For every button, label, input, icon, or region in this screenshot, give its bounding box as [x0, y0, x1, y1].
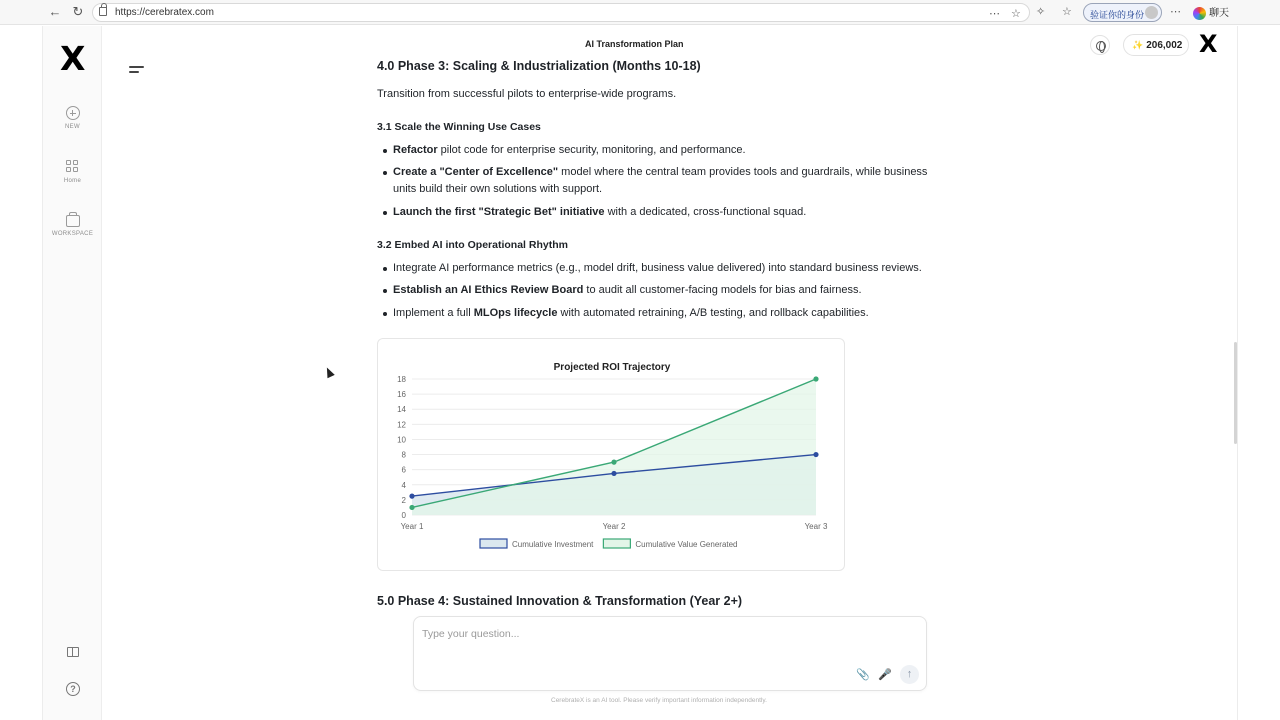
sidebar-item-new[interactable]: [43, 106, 102, 130]
lock-icon: [99, 7, 107, 16]
data-point: [813, 376, 818, 381]
list-item: Implement a full MLOps lifecycle with automated retraining, A/B testing, and rollback capabilities.: [393, 305, 953, 322]
sidebar-item-workspace[interactable]: [43, 212, 102, 237]
section-3-2-heading: 3.2 Embed AI into Operational Rhythm: [377, 239, 568, 251]
chat-label: 聊天: [1209, 8, 1229, 19]
y-tick-label: 16: [397, 390, 406, 400]
sidebar-item-label: NEW: [65, 124, 80, 130]
y-tick-label: 12: [397, 420, 406, 430]
disclaimer-text: CerebrateX is an AI tool. Please verify important information independently.: [551, 697, 767, 704]
data-point: [409, 494, 414, 499]
x-tick-label: Year 2: [602, 522, 626, 531]
roi-chart: [378, 339, 846, 572]
microphone-icon[interactable]: 🎤: [878, 669, 892, 681]
sidebar: [43, 26, 102, 720]
list-item: Launch the first "Strategic Bet" initiative with a dedicated, cross-functional squad.: [393, 204, 953, 221]
data-point: [611, 471, 616, 476]
roi-chart-card: [377, 338, 845, 571]
menu-toggle-icon[interactable]: [129, 66, 144, 76]
back-icon[interactable]: ←: [48, 4, 62, 19]
y-tick-label: 2: [401, 495, 406, 505]
y-tick-label: 18: [397, 375, 406, 384]
send-button[interactable]: ↑: [900, 665, 919, 684]
reload-icon[interactable]: ↻: [72, 4, 84, 19]
left-gutter: [0, 26, 42, 720]
language-button[interactable]: [1090, 35, 1110, 55]
question-input[interactable]: [422, 626, 912, 642]
app-window: [42, 26, 1238, 720]
section-3-1-heading: 3.1 Scale the Winning Use Cases: [377, 121, 541, 133]
cerebratex-logo[interactable]: X: [60, 39, 86, 78]
right-gutter: [1238, 26, 1280, 720]
chart-title: Projected ROI Trajectory: [553, 362, 671, 373]
page-title: AI Transformation Plan: [585, 39, 684, 49]
list-item: Establish an AI Ethics Review Board to audit all customer-facing models for bias and fairness.: [393, 282, 953, 299]
sidebar-item-label: Home: [63, 178, 82, 184]
legend-swatch: [603, 539, 630, 548]
verify-identity-button[interactable]: [1083, 3, 1162, 22]
credits-value: 206,002: [1146, 40, 1183, 51]
legend-label: Cumulative Value Generated: [635, 540, 738, 549]
favorites-icon[interactable]: ☆: [1062, 6, 1072, 18]
more-icon[interactable]: ⋯: [989, 8, 1000, 20]
legend-swatch: [480, 539, 507, 548]
question-composer: [413, 616, 927, 691]
gift-icon[interactable]: [67, 644, 79, 656]
browser-menu-icon[interactable]: ⋯: [1170, 6, 1181, 18]
cerebratex-logo-small[interactable]: X: [1199, 30, 1218, 58]
grid-icon: [65, 159, 80, 174]
url-text: https://cerebratex.com: [115, 7, 214, 18]
list-item: Integrate AI performance metrics (e.g., model drift, business value delivered) into standard business reviews.: [393, 260, 953, 277]
sidebar-item-home[interactable]: [43, 159, 102, 184]
address-bar[interactable]: [92, 3, 1030, 22]
briefcase-icon: [65, 212, 80, 227]
verify-identity-label: 验证你的身份: [1090, 10, 1145, 20]
list-item: Refactor pilot code for enterprise security, monitoring, and performance.: [393, 142, 953, 159]
list-item: Create a "Center of Excellence" model where the central team provides tools and guardrails, while business units build their own solutions with support.: [393, 164, 953, 198]
data-point: [813, 452, 818, 457]
copilot-logo-icon: [1193, 7, 1206, 20]
y-tick-label: 4: [401, 480, 406, 490]
y-tick-label: 10: [397, 435, 406, 445]
scrollbar[interactable]: [1234, 342, 1237, 444]
sparkle-icon: ✨: [1132, 40, 1144, 50]
phase4-heading: 5.0 Phase 4: Sustained Innovation & Transformation (Year 2+): [377, 594, 743, 608]
attach-icon[interactable]: 📎: [856, 669, 870, 681]
extensions-icon[interactable]: ✧: [1036, 6, 1046, 18]
phase3-heading: 4.0 Phase 3: Scaling & Industrialization (Months 10-18): [377, 59, 701, 73]
y-tick-label: 8: [401, 450, 406, 460]
globe-icon: [1096, 41, 1106, 51]
credits-badge[interactable]: [1123, 34, 1189, 56]
help-icon[interactable]: ?: [66, 682, 80, 696]
bookmark-star-icon[interactable]: ☆: [1011, 8, 1021, 20]
x-tick-label: Year 1: [400, 522, 424, 531]
y-tick-label: 6: [401, 465, 406, 475]
copilot-chat-button[interactable]: [1193, 4, 1229, 20]
y-tick-label: 0: [401, 511, 406, 520]
browser-toolbar: [0, 0, 1280, 25]
data-point: [409, 505, 414, 510]
sidebar-item-label: WORKSPACE: [51, 231, 94, 237]
plus-circle-icon: [66, 106, 80, 120]
data-point: [611, 460, 616, 465]
series-area: [412, 379, 816, 515]
profile-avatar: [1145, 6, 1158, 19]
y-tick-label: 14: [397, 405, 406, 415]
x-tick-label: Year 3: [804, 522, 828, 531]
legend-label: Cumulative Investment: [512, 540, 594, 549]
phase3-intro: Transition from successful pilots to enterprise-wide programs.: [377, 88, 677, 100]
